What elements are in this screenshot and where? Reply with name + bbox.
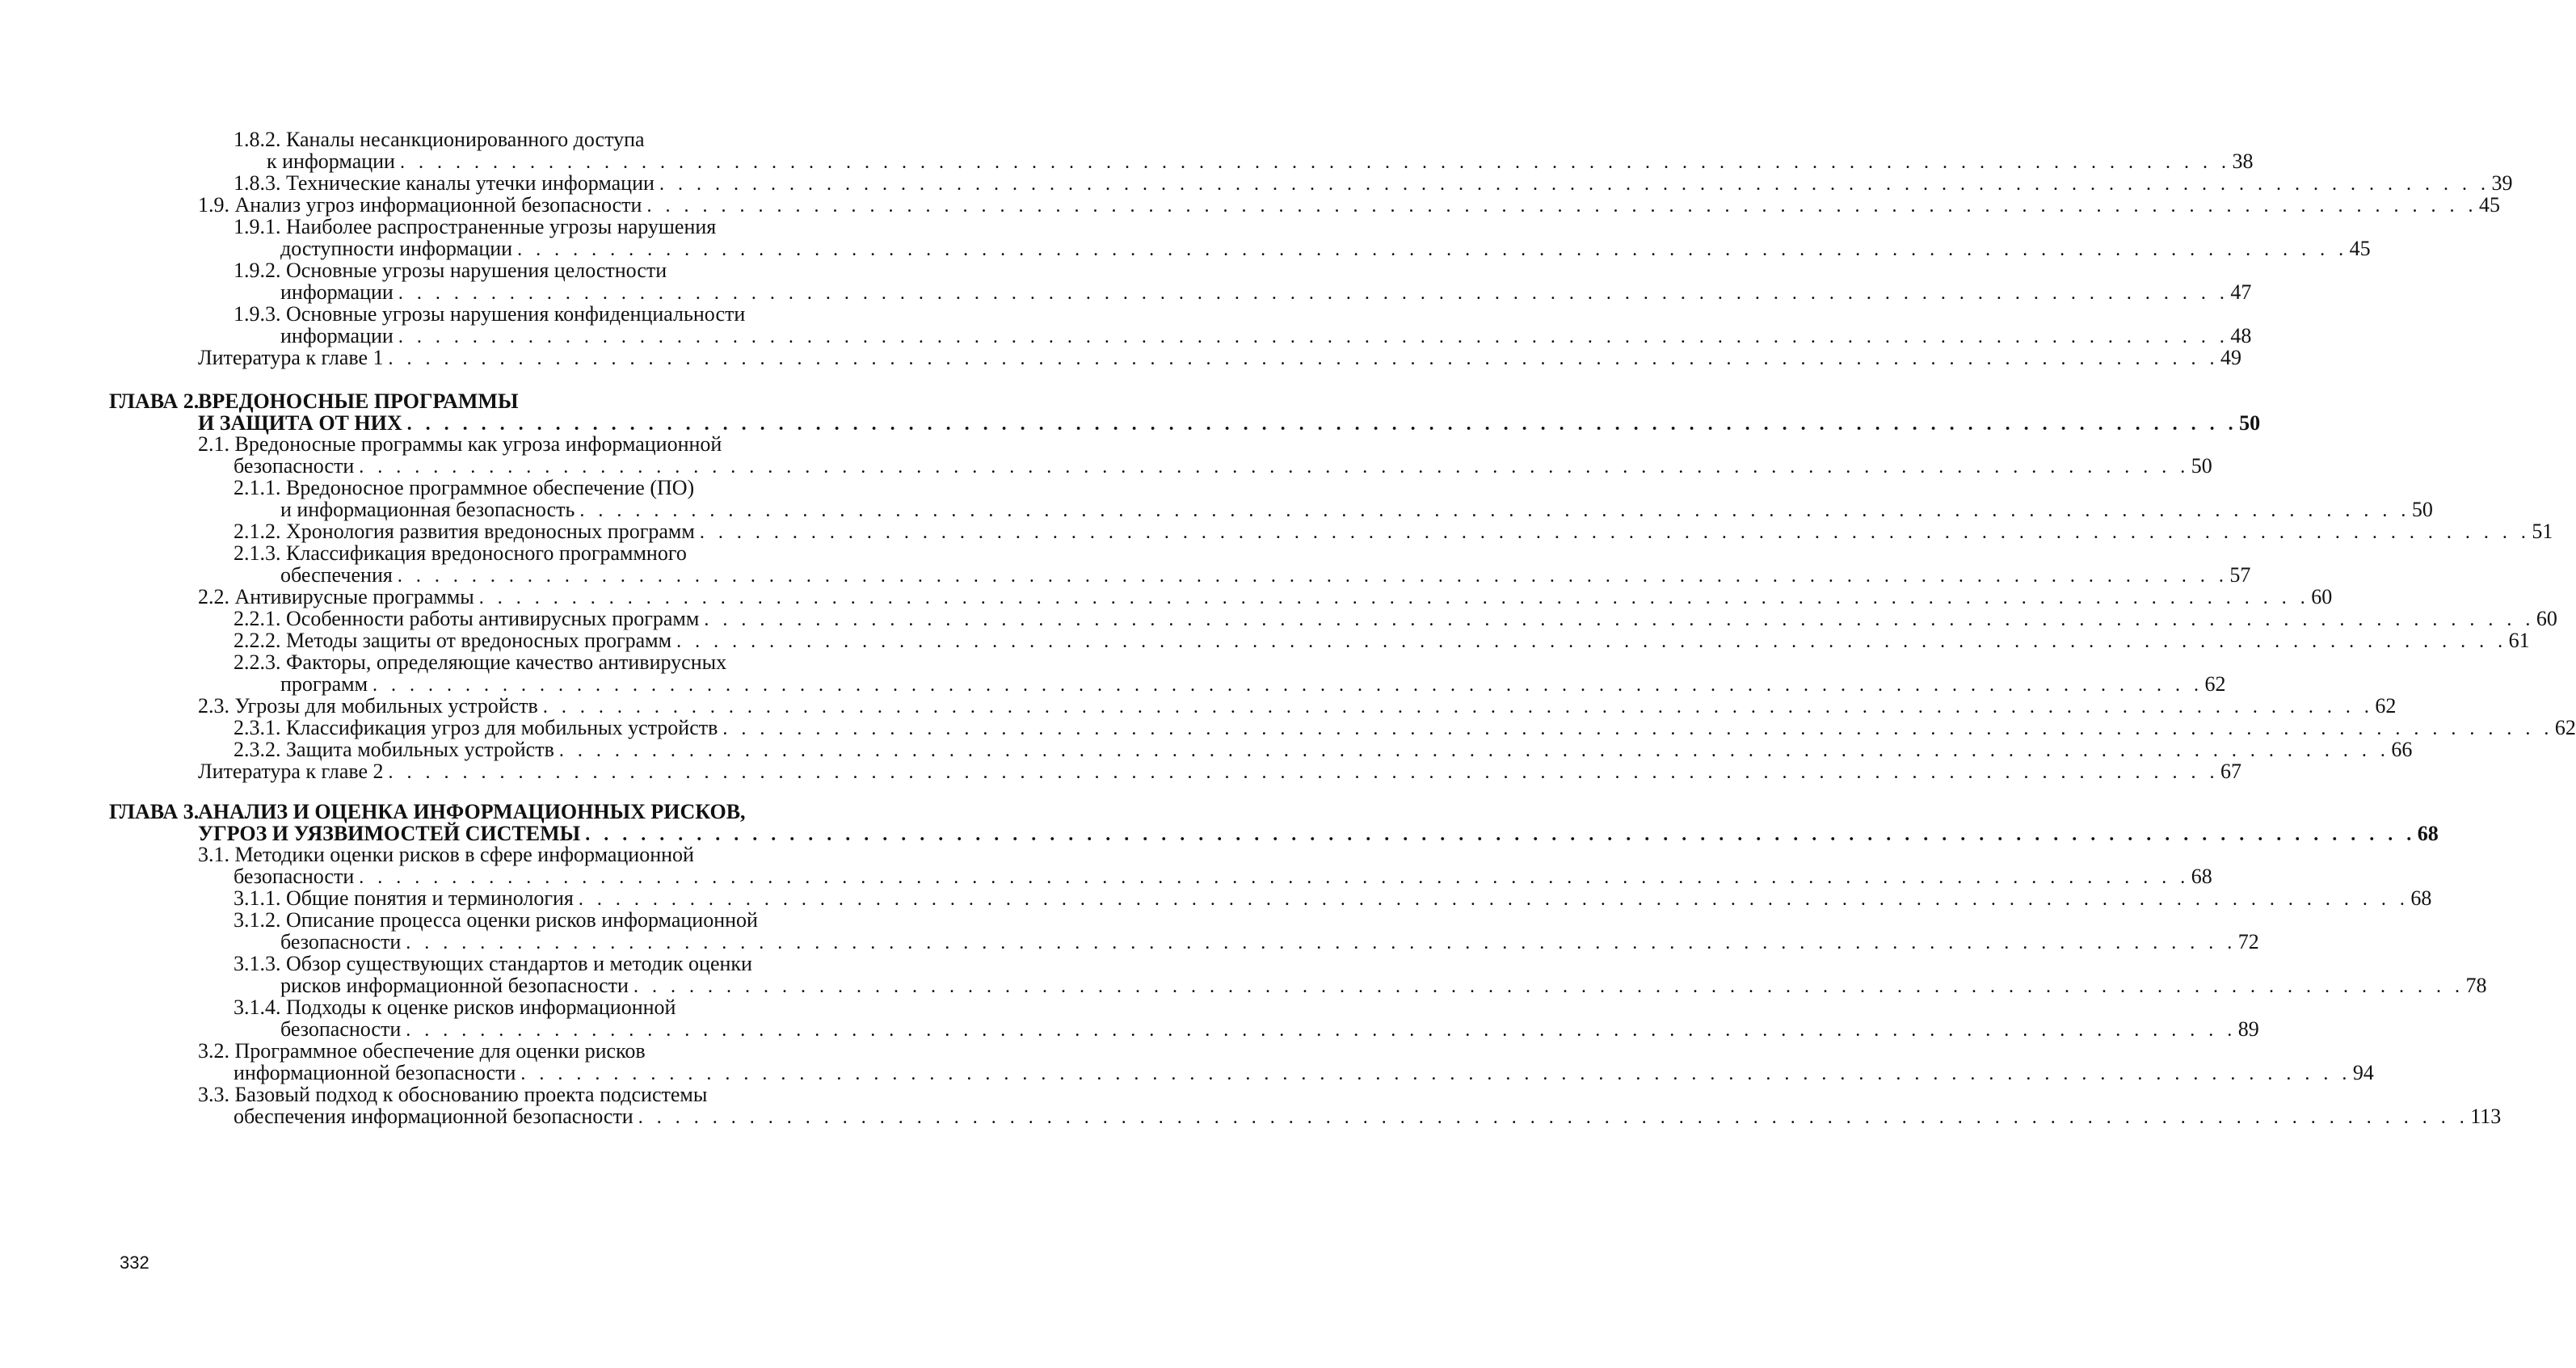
- dot-leader: . . . . . . . . . . . . . . . . . . . . . . . . . . . . . . . . . . . . . . . . . . . . . . . . . . . . . . . . . . . . . . . . . . . . . . . . . . . . . . . . . . . . . . . . . . . . . . . . . . .: [399, 152, 2231, 173]
- entry-title: 2.2.2. Методы защиты от вредоносных программ: [234, 629, 672, 652]
- dot-leader: . . . . . . . . . . . . . . . . . . . . . . . . . . . . . . . . . . . . . . . . . . . . . . . . . . . . . . . . . . . . . . . . . . . . . . . . . . . . . . . . . . . . . . . . . . . . . . . . . . .: [397, 566, 2229, 587]
- entry-title: безопасности: [234, 454, 355, 478]
- dot-leader: . . . . . . . . . . . . . . . . . . . . . . . . . . . . . . . . . . . . . . . . . . . . . . . . . . . . . . . . . . . . . . . . . . . . . . . . . . . . . . . . . . . . . . . . . . . . . . . . . . .: [676, 631, 2507, 652]
- entry-title: И ЗАЩИТА ОТ НИХ: [198, 411, 402, 435]
- dot-leader: . . . . . . . . . . . . . . . . . . . . . . . . . . . . . . . . . . . . . . . . . . . . . . . . . . . . . . . . . . . . . . . . . . . . . . . . . . . . . . . . . . . . . . . . . . . . . . . . . . .: [388, 348, 2220, 369]
- toc-entry[interactable]: [280, 930, 2259, 954]
- entry-page-number: 72: [2237, 930, 2259, 953]
- entry-title: 2.1. Вредоносные программы как угроза информационной: [198, 432, 722, 456]
- entry-title: 3.1.2. Описание процесса оценки рисков информационной: [234, 908, 758, 932]
- toc-entry[interactable]: [280, 280, 2252, 305]
- toc-entry[interactable]: [234, 454, 2212, 478]
- entry-page-number: 45: [2349, 237, 2371, 260]
- entry-title: 3.3. Базовый подход к обоснованию проекта подсистемы: [198, 1083, 708, 1106]
- dot-leader: . . . . . . . . . . . . . . . . . . . . . . . . . . . . . . . . . . . . . . . . . . . . . . . . . . . . . . . . . . . . . . . . . . . . . . . . . . . . . . . . . . . . . . . . . . . . . . . . . . .: [659, 174, 2490, 195]
- entry-title: обеспечения: [280, 563, 393, 587]
- dot-leader: . . . . . . . . . . . . . . . . . . . . . . . . . . . . . . . . . . . . . . . . . . . . . . . . . . . . . . . . . . . . . . . . . . . . . . . . . . . . . . . . . . . . . . . . . . . . . . . . . . .: [704, 609, 2535, 630]
- toc-entry[interactable]: [280, 237, 2371, 261]
- entry-title: Литература к главе 1: [198, 346, 384, 369]
- entry-page-number: 62: [2375, 694, 2397, 718]
- dot-leader: . . . . . . . . . . . . . . . . . . . . . . . . . . . . . . . . . . . . . . . . . . . . . . . . . . . . . . . . . . . . . . . . . . . . . . . . . . . . . . . . . . . . . . . . . . . . . . . . . . .: [699, 522, 2531, 543]
- dot-leader: . . . . . . . . . . . . . . . . . . . . . . . . . . . . . . . . . . . . . . . . . . . . . . . . . . . . . . . . . . . . . . . . . . . . . . . . . . . . . . . . . . . . . . . . . . . . . . . . . . .: [579, 500, 2410, 521]
- entry-title: безопасности: [280, 930, 402, 953]
- dot-leader: . . . . . . . . . . . . . . . . . . . . . . . . . . . . . . . . . . . . . . . . . . . . . . . . . . . . . . . . . . . . . . . . . . . . . . . . . . . . . . . . . . . . . . . . . . . . . . . . . . .: [388, 762, 2220, 783]
- toc-entry[interactable]: [234, 738, 2413, 762]
- entry-title: 3.1. Методики оценки рисков в сфере информационной: [198, 843, 694, 866]
- entry-page-number: 62: [2554, 716, 2576, 739]
- entry-page-number: 113: [2470, 1105, 2502, 1128]
- entry-title: 1.9. Анализ угроз информационной безопасности: [198, 193, 642, 217]
- toc-entry[interactable]: [267, 149, 2254, 174]
- toc-entry[interactable]: [198, 585, 2333, 609]
- entry-page-number: 50: [2239, 411, 2261, 435]
- entry-page-number: 66: [2391, 738, 2413, 761]
- entry-page-number: 38: [2232, 149, 2254, 173]
- entry-page-number: 50: [2191, 454, 2212, 478]
- toc-entry[interactable]: [280, 672, 2226, 697]
- entry-title: и информационная безопасность: [280, 498, 575, 521]
- dot-leader: . . . . . . . . . . . . . . . . . . . . . . . . . . . . . . . . . . . . . . . . . . . . . . . . . . . . . . . . . . . . . . . . . . . . . . . . . . . . . . . . . . . . . . . . . . . . . . . . . . .: [542, 697, 2374, 718]
- toc-entry[interactable]: [234, 629, 2530, 653]
- entry-page-number: 51: [2532, 520, 2553, 543]
- dot-leader: . . . . . . . . . . . . . . . . . . . . . . . . . . . . . . . . . . . . . . . . . . . . . . . . . . . . . . . . . . . . . . . . . . . . . . . . . . . . . . . . . . . . . . . . . . . . . . . . . . .: [359, 867, 2190, 888]
- dot-leader: . . . . . . . . . . . . . . . . . . . . . . . . . . . . . . . . . . . . . . . . . . . . . . . . . . . . . . . . . . . . . . . . . . . . . . . . . . . . . . . . . . . . . . . . . . . . . . . . . . .: [398, 283, 2229, 304]
- entry-page-number: 45: [2478, 193, 2500, 217]
- toc-entry[interactable]: [234, 1061, 2374, 1085]
- entry-title: УГРОЗ И УЯЗВИМОСТЕЙ СИСТЕМЫ: [198, 822, 581, 845]
- entry-title: к информации: [267, 149, 395, 173]
- entry-page-number: 60: [2311, 585, 2333, 608]
- dot-leader: . . . . . . . . . . . . . . . . . . . . . . . . . . . . . . . . . . . . . . . . . . . . . . . . . . . . . . . . . . . . . . . . . . . . . . . . . . . . . . . . . . . . . . . . . . . . . . . . . . .: [478, 587, 2310, 608]
- toc-entry[interactable]: [234, 886, 2432, 911]
- entry-title: 2.2.3. Факторы, определяющие качество антивирусных: [234, 650, 727, 674]
- entry-title: Литература к главе 2: [198, 760, 384, 783]
- toc-entry[interactable]: [234, 716, 2576, 740]
- dot-leader: . . . . . . . . . . . . . . . . . . . . . . . . . . . . . . . . . . . . . . . . . . . . . . . . . . . . . . . . . . . . . . . . . . . . . . . . . . . . . . . . . . . . . . . . . . . . . . . . . . .: [585, 824, 2416, 845]
- entry-title: АНАЛИЗ И ОЦЕНКА ИНФОРМАЦИОННЫХ РИСКОВ,: [198, 800, 746, 823]
- entry-title: 2.3.1. Классификация угроз для мобильных устройств: [234, 716, 718, 739]
- toc-entry[interactable]: [234, 607, 2557, 631]
- entry-page-number: 39: [2491, 171, 2513, 195]
- entry-page-number: 49: [2220, 346, 2242, 369]
- toc-entry[interactable]: [234, 865, 2212, 889]
- dot-leader: . . . . . . . . . . . . . . . . . . . . . . . . . . . . . . . . . . . . . . . . . . . . . . . . . . . . . . . . . . . . . . . . . . . . . . . . . . . . . . . . . . . . . . . . . . . . . . . . . . .: [646, 196, 2477, 217]
- entry-title: безопасности: [234, 865, 355, 888]
- entry-title: рисков информационной безопасности: [280, 974, 629, 997]
- entry-title: 1.8.3. Технические каналы утечки информации: [234, 171, 655, 195]
- dot-leader: . . . . . . . . . . . . . . . . . . . . . . . . . . . . . . . . . . . . . . . . . . . . . . . . . . . . . . . . . . . . . . . . . . . . . . . . . . . . . . . . . . . . . . . . . . . . . . . . . . .: [520, 1063, 2351, 1084]
- entry-page-number: 68: [2417, 822, 2439, 845]
- toc-entry[interactable]: [198, 346, 2242, 370]
- chapter-label: ГЛАВА 3.: [109, 800, 200, 823]
- entry-title: 2.1.2. Хронология развития вредоносных программ: [234, 520, 695, 543]
- entry-page-number: 67: [2220, 760, 2242, 783]
- entry-page-number: 48: [2230, 324, 2252, 347]
- entry-title: информационной безопасности: [234, 1061, 516, 1084]
- entry-title: 2.2.1. Особенности работы антивирусных программ: [234, 607, 700, 630]
- entry-title: 3.2. Программное обеспечение для оценки рисков: [198, 1039, 646, 1063]
- entry-title: информации: [280, 324, 394, 347]
- toc-entry[interactable]: [234, 520, 2553, 544]
- dot-leader: . . . . . . . . . . . . . . . . . . . . . . . . . . . . . . . . . . . . . . . . . . . . . . . . . . . . . . . . . . . . . . . . . . . . . . . . . . . . . . . . . . . . . . . . . . . . . . . . . . .: [558, 740, 2390, 761]
- entry-page-number: 68: [2191, 865, 2212, 888]
- entry-page-number: 62: [2204, 672, 2226, 696]
- entry-title: 2.3.2. Защита мобильных устройств: [234, 738, 554, 761]
- entry-page-number: 61: [2508, 629, 2530, 652]
- entry-title: информации: [280, 280, 394, 304]
- toc-entry[interactable]: [234, 1105, 2502, 1129]
- entry-title: 1.9.1. Наиболее распространенные угрозы нарушения: [234, 215, 717, 238]
- page-number: 332: [120, 1252, 149, 1273]
- entry-page-number: 78: [2465, 974, 2487, 997]
- dot-leader: . . . . . . . . . . . . . . . . . . . . . . . . . . . . . . . . . . . . . . . . . . . . . . . . . . . . . . . . . . . . . . . . . . . . . . . . . . . . . . . . . . . . . . . . . . . . . . . . . . .: [722, 718, 2553, 739]
- dot-leader: . . . . . . . . . . . . . . . . . . . . . . . . . . . . . . . . . . . . . . . . . . . . . . . . . . . . . . . . . . . . . . . . . . . . . . . . . . . . . . . . . . . . . . . . . . . . . . . . . . .: [373, 675, 2203, 696]
- toc-entry[interactable]: [198, 760, 2242, 784]
- toc-entry[interactable]: [198, 694, 2397, 718]
- entry-title: 2.2. Антивирусные программы: [198, 585, 474, 608]
- chapter-label: ГЛАВА 2.: [109, 389, 200, 413]
- entry-page-number: 47: [2230, 280, 2252, 304]
- entry-title: обеспечения информационной безопасности: [234, 1105, 633, 1128]
- entry-title: 1.8.2. Каналы несанкционированного доступа: [234, 128, 645, 151]
- entry-page-number: 89: [2237, 1017, 2259, 1041]
- entry-title: 2.1.3. Классификация вредоносного программного: [234, 541, 687, 565]
- dot-leader: . . . . . . . . . . . . . . . . . . . . . . . . . . . . . . . . . . . . . . . . . . . . . . . . . . . . . . . . . . . . . . . . . . . . . . . . . . . . . . . . . . . . . . . . . . . . . . . . . . .: [359, 457, 2190, 478]
- toc-entry[interactable]: [280, 563, 2251, 587]
- entry-title: ВРЕДОНОСНЫЕ ПРОГРАММЫ: [198, 389, 519, 413]
- dot-leader: . . . . . . . . . . . . . . . . . . . . . . . . . . . . . . . . . . . . . . . . . . . . . . . . . . . . . . . . . . . . . . . . . . . . . . . . . . . . . . . . . . . . . . . . . . . . . . . . . . .: [406, 1020, 2237, 1041]
- dot-leader: . . . . . . . . . . . . . . . . . . . . . . . . . . . . . . . . . . . . . . . . . . . . . . . . . . . . . . . . . . . . . . . . . . . . . . . . . . . . . . . . . . . . . . . . . . . . . . . . . . .: [406, 932, 2237, 953]
- toc-entry[interactable]: [280, 324, 2252, 348]
- dot-leader: . . . . . . . . . . . . . . . . . . . . . . . . . . . . . . . . . . . . . . . . . . . . . . . . . . . . . . . . . . . . . . . . . . . . . . . . . . . . . . . . . . . . . . . . . . . . . . . . . . .: [578, 889, 2410, 910]
- entry-title: 3.1.4. Подходы к оценке рисков информационной: [234, 995, 676, 1019]
- dot-leader: . . . . . . . . . . . . . . . . . . . . . . . . . . . . . . . . . . . . . . . . . . . . . . . . . . . . . . . . . . . . . . . . . . . . . . . . . . . . . . . . . . . . . . . . . . . . . . . . . . .: [638, 1107, 2469, 1128]
- entry-title: 3.1.1. Общие понятия и терминология: [234, 886, 574, 910]
- dot-leader: . . . . . . . . . . . . . . . . . . . . . . . . . . . . . . . . . . . . . . . . . . . . . . . . . . . . . . . . . . . . . . . . . . . . . . . . . . . . . . . . . . . . . . . . . . . . . . . . . . .: [633, 976, 2464, 997]
- toc-entry[interactable]: [280, 974, 2487, 998]
- entry-title: 1.9.2. Основные угрозы нарушения целостности: [234, 259, 667, 282]
- entry-title: 2.3. Угрозы для мобильных устройств: [198, 694, 538, 718]
- entry-page-number: 60: [2536, 607, 2557, 630]
- toc-entry[interactable]: [234, 171, 2513, 196]
- entry-page-number: 50: [2411, 498, 2433, 521]
- toc-entry[interactable]: [198, 193, 2500, 217]
- entry-title: 2.1.1. Вредоносное программное обеспечение (ПО): [234, 476, 695, 499]
- dot-leader: . . . . . . . . . . . . . . . . . . . . . . . . . . . . . . . . . . . . . . . . . . . . . . . . . . . . . . . . . . . . . . . . . . . . . . . . . . . . . . . . . . . . . . . . . . . . . . . . . . .: [406, 414, 2238, 435]
- entry-title: 1.9.3. Основные угрозы нарушения конфиденциальности: [234, 302, 746, 326]
- toc-entry[interactable]: [280, 1017, 2259, 1042]
- dot-leader: . . . . . . . . . . . . . . . . . . . . . . . . . . . . . . . . . . . . . . . . . . . . . . . . . . . . . . . . . . . . . . . . . . . . . . . . . . . . . . . . . . . . . . . . . . . . . . . . . . .: [398, 326, 2229, 347]
- dot-leader: . . . . . . . . . . . . . . . . . . . . . . . . . . . . . . . . . . . . . . . . . . . . . . . . . . . . . . . . . . . . . . . . . . . . . . . . . . . . . . . . . . . . . . . . . . . . . . . . . . .: [517, 239, 2348, 260]
- entry-page-number: 68: [2410, 886, 2432, 910]
- entry-title: доступности информации: [280, 237, 513, 260]
- entry-page-number: 94: [2352, 1061, 2374, 1084]
- entry-title: безопасности: [280, 1017, 402, 1041]
- entry-title: программ: [280, 672, 368, 696]
- toc-entry[interactable]: [280, 498, 2433, 522]
- entry-title: 3.1.3. Обзор существующих стандартов и методик оценки: [234, 952, 752, 975]
- entry-page-number: 57: [2229, 563, 2251, 587]
